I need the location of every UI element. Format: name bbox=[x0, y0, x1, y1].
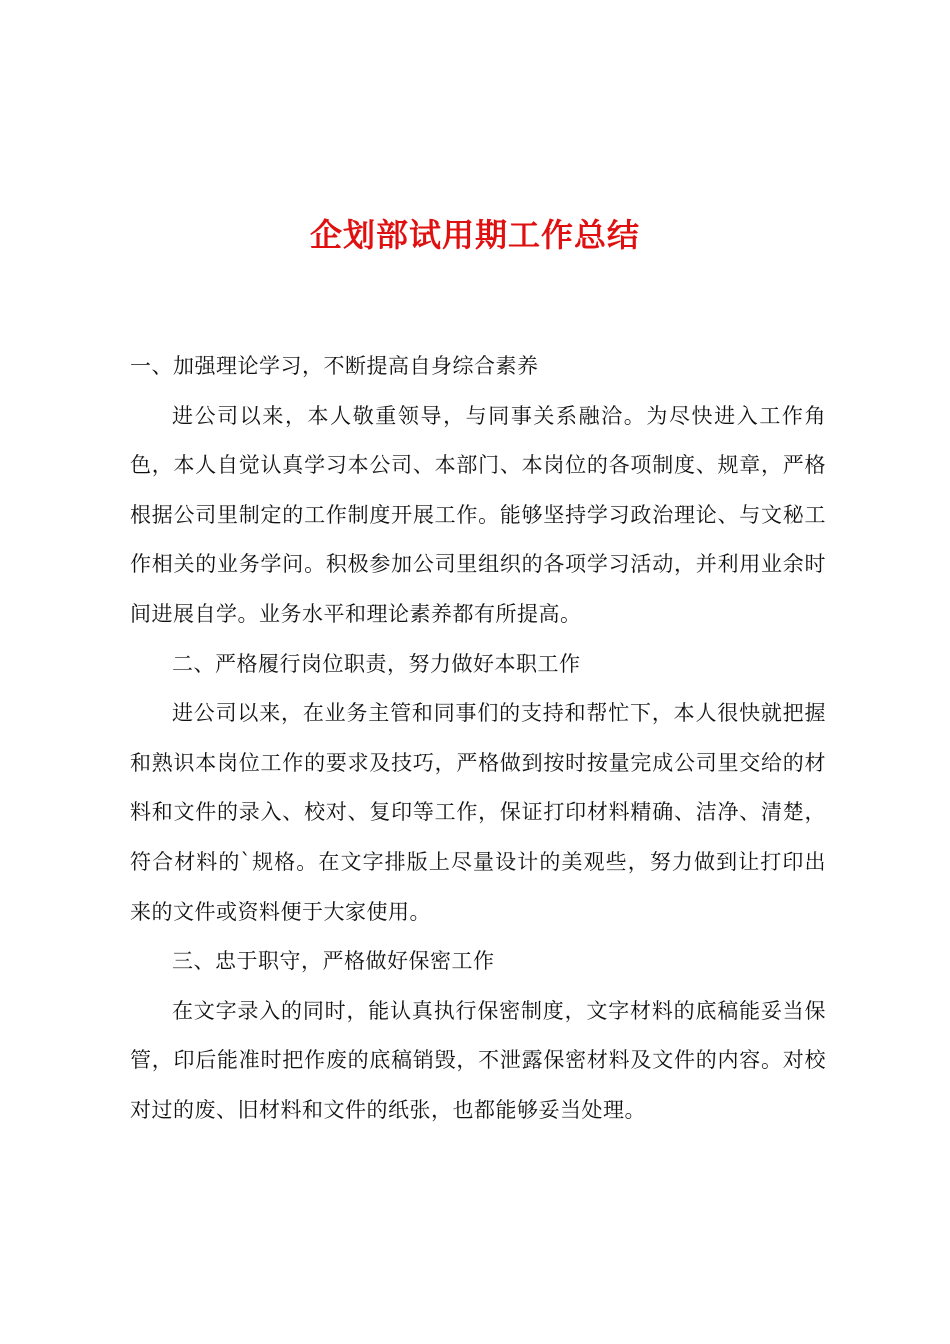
section-heading-2: 二、严格履行岗位职责，努力做好本职工作 bbox=[172, 651, 581, 676]
section-paragraph-3: 在文字录入的同时，能认真执行保密制度，文字材料的底稿能妥当保管，印后能准时把作废的底稿销毁，不泄露保密材料及文件的内容。对校对过的废、旧材料和文件的纸张，也都能够妥当处理。 bbox=[130, 998, 826, 1122]
section-paragraph-1: 进公司以来，本人敬重领导，与同事关系融洽。为尽快进入工作角色，本人自觉认真学习本公司、本部门、本岗位的各项制度、规章，严格根据公司里制定的工作制度开展工作。能够坚持学习政治理论、与文秘工作相关的业务学问。积极参加公司里组织的各项学习活动，并利用业余时间进展自学。业务水平和理论素养都有所提高。 bbox=[130, 403, 826, 626]
section-heading-1: 一、加强理论学习，不断提高自身综合素养 bbox=[130, 354, 539, 378]
section-heading-3: 三、忠于职守，严格做好保密工作 bbox=[172, 949, 495, 974]
document-body bbox=[130, 342, 826, 1136]
document-title: 企划部试用期工作总结 bbox=[309, 216, 640, 254]
section-paragraph-2: 进公司以来，在业务主管和同事们的支持和帮忙下，本人很快就把握和熟识本岗位工作的要求及技巧，严格做到按时按量完成公司里交给的材料和文件的录入、校对、复印等工作，保证打印材料精确、洁净、清楚，符合材料的`规格。在文字排版上尽量设计的美观些，努力做到让打印出来的文件或资料便于大家使用。 bbox=[130, 701, 826, 924]
